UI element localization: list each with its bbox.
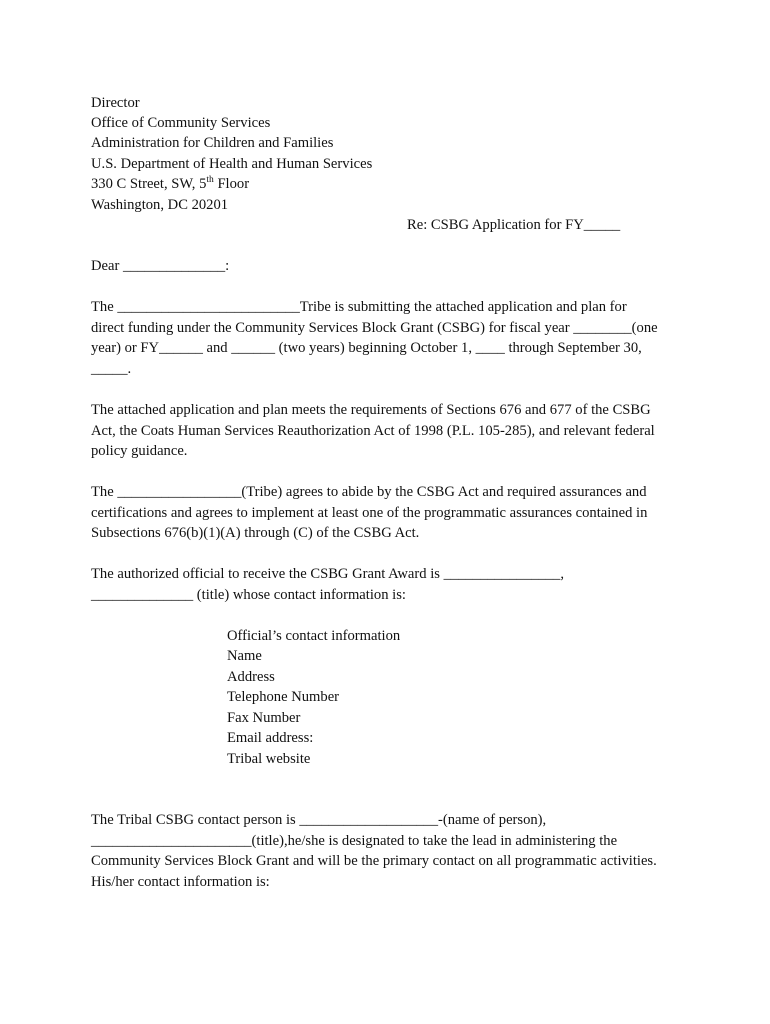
contact-list-item-website: Tribal website [227, 751, 311, 767]
floor-ordinal-suffix: th [206, 175, 214, 185]
contact-list-heading: Official’s contact information [227, 628, 401, 644]
para1-line2: direct funding under the Community Services Block Grant (CSBG) for fiscal year ________(one [91, 320, 658, 336]
para4-line2: ______________ (title) whose contact information is: [91, 587, 406, 603]
para1-line3: year) or FY______ and ______ (two years) beginning October 1, ____ through September 30, [91, 340, 642, 356]
salutation: Dear ______________: [91, 258, 230, 274]
street-text: 330 C Street, SW, 5 [91, 176, 207, 192]
para4-line1: The authorized official to receive the CSBG Grant Award is ________________, [91, 566, 564, 582]
re-line: Re: CSBG Application for FY_____ [407, 217, 621, 233]
contact-list-item-name: Name [227, 648, 262, 664]
contact-list-item-address: Address [227, 669, 275, 685]
address-line-city: Washington, DC 20201 [91, 197, 229, 213]
para2-line1: The attached application and plan meets the requirements of Sections 676 and 677 of the CSBG [91, 402, 651, 418]
para5-line3: Community Services Block Grant and will be the primary contact on all programmatic activities. [91, 853, 657, 869]
para5-line1: The Tribal CSBG contact person is ___________________-(name of person), [91, 812, 547, 828]
floor-text: Floor [213, 176, 250, 192]
address-line-department: U.S. Department of Health and Human Services [91, 156, 373, 172]
para2-line2: Act, the Coats Human Services Reauthorization Act of 1998 (P.L. 105-285), and relevant federal [91, 423, 655, 439]
contact-list-item-email: Email address: [227, 730, 314, 746]
contact-list-item-telephone: Telephone Number [227, 689, 340, 705]
para3-line3: Subsections 676(b)(1)(A) through (C) of the CSBG Act. [91, 525, 420, 541]
para3-line1: The _________________(Tribe) agrees to abide by the CSBG Act and required assurances and [91, 484, 647, 500]
para1-line4: _____. [91, 361, 132, 377]
address-line-administration: Administration for Children and Families [91, 135, 334, 151]
address-line-director: Director [91, 95, 140, 111]
address-line-street [91, 174, 249, 196]
para3-line2: certifications and agrees to implement at least one of the programmatic assurances contained in [91, 505, 648, 521]
para5-line4: His/her contact information is: [91, 874, 270, 890]
contact-list-item-fax: Fax Number [227, 710, 301, 726]
para2-line3: policy guidance. [91, 443, 188, 459]
para5-line2: ______________________(title),he/she is designated to take the lead in administering the [91, 833, 618, 849]
para1-line1: The _________________________Tribe is submitting the attached application and plan for [91, 299, 627, 315]
address-line-office: Office of Community Services [91, 115, 271, 131]
